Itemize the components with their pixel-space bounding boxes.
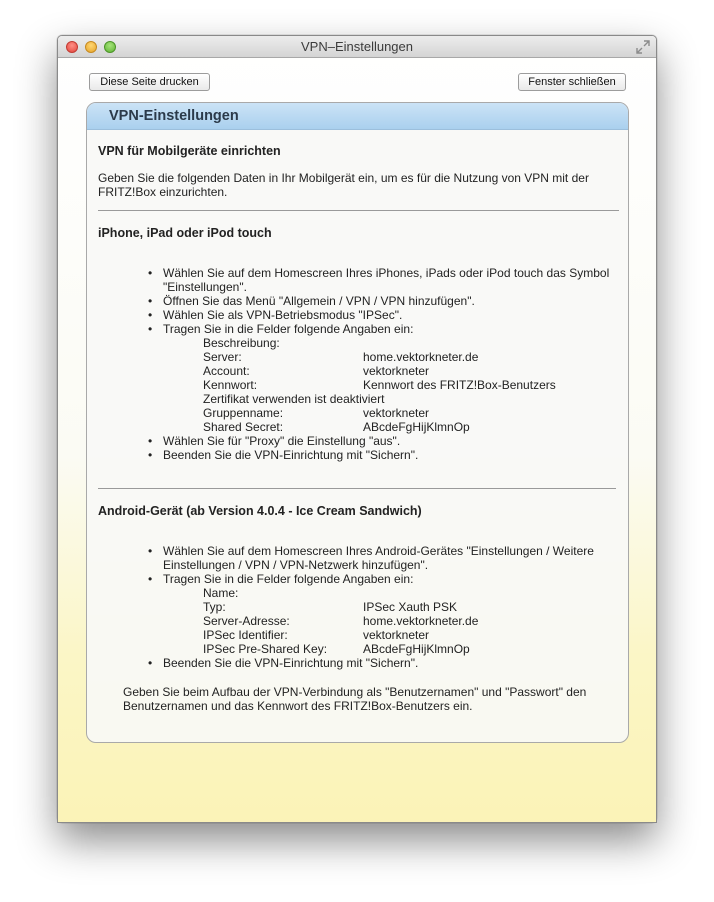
iphone-heading: iPhone, iPad oder iPod touch bbox=[98, 226, 272, 240]
divider bbox=[98, 210, 619, 211]
list-item: • Wählen Sie auf dem Homescreen Ihres Android-Gerätes "Einstellungen / Weitere Einstellungen / VPN / VPN-Netzwerk hinzufügen". bbox=[148, 544, 594, 572]
print-page-button[interactable]: Diese Seite drucken bbox=[89, 73, 210, 91]
field-row: Account: vektorkneter bbox=[203, 364, 430, 378]
window-title: VPN–Einstellungen bbox=[300, 39, 414, 54]
field-row: Shared Secret: ABcdeFgHijKlmnOp bbox=[203, 420, 470, 434]
field-row: Gruppenname: vektorkneter bbox=[203, 406, 430, 420]
field-row: Beschreibung: bbox=[203, 336, 280, 350]
android-steps bbox=[98, 544, 618, 670]
list-item: • Öffnen Sie das Menü "Allgemein / VPN / VPN hinzufügen". bbox=[148, 294, 475, 308]
list-item: • Tragen Sie in die Felder folgende Angaben ein: Name: Typ: IPSec Xauth PSK Server-Adresse: home.vektorkneter.de IPSec Identifier: vektorkneter IPSec Pre-Shared Key: ABcdeFgHijKlmnOp bbox=[98, 572, 618, 656]
field-row: Server: home.vektorkneter.de bbox=[203, 350, 479, 364]
title-bar[interactable] bbox=[58, 36, 656, 58]
list-item: • Beenden Sie die VPN-Einrichtung mit "Sichern". bbox=[148, 448, 419, 462]
list-item: • Wählen Sie für "Proxy" die Einstellung "aus". bbox=[148, 434, 401, 448]
field-row: Typ: IPSec Xauth PSK bbox=[203, 600, 458, 614]
vpn-settings-panel bbox=[86, 102, 629, 743]
android-footer-text: Geben Sie beim Aufbau der VPN-Verbindung als "Benutzernamen" und "Passwort" den Benutzernamen und das Kennwort des FRITZ!Box-Benutzers ein. bbox=[123, 685, 587, 713]
panel-title: VPN-Einstellungen bbox=[109, 108, 239, 124]
field-row: Zertifikat verwenden ist deaktiviert bbox=[203, 392, 385, 406]
list-item: • Wählen Sie auf dem Homescreen Ihres iPhones, iPads oder iPod touch das Symbol "Einstellungen". bbox=[148, 266, 610, 294]
field-row: Kennwort: Kennwort des FRITZ!Box-Benutzers bbox=[203, 378, 556, 392]
iphone-steps bbox=[98, 266, 618, 462]
divider bbox=[98, 488, 616, 489]
intro-heading: VPN für Mobilgeräte einrichten bbox=[98, 144, 281, 158]
panel-header bbox=[87, 103, 628, 130]
vpn-settings-window bbox=[57, 35, 657, 823]
field-row: Name: bbox=[203, 586, 239, 600]
close-window-button[interactable]: Fenster schließen bbox=[518, 73, 626, 91]
list-item: • Tragen Sie in die Felder folgende Angaben ein: Beschreibung: Server: home.vektorkneter.de Account: vektorkneter Kennwort: Kennwort des FRITZ!Box-Benutzers Zertifikat verwenden ist deaktiviert Gruppenname: vektorkneter Shared Secret: ABcdeFgHijKlmnOp bbox=[98, 322, 618, 434]
list-item: • Beenden Sie die VPN-Einrichtung mit "Sichern". bbox=[148, 656, 419, 670]
list-item: • Wählen Sie als VPN-Betriebsmodus "IPSec". bbox=[148, 308, 403, 322]
iphone-fields bbox=[163, 336, 618, 434]
field-row: IPSec Pre-Shared Key: ABcdeFgHijKlmnOp bbox=[203, 642, 470, 656]
fullscreen-icon[interactable] bbox=[636, 40, 650, 54]
field-row: Server-Adresse: home.vektorkneter.de bbox=[203, 614, 479, 628]
intro-text: Geben Sie die folgenden Daten in Ihr Mobilgerät ein, um es für die Nutzung von VPN mit der FRITZ!Box einzurichten. bbox=[98, 171, 589, 199]
android-heading: Android-Gerät (ab Version 4.0.4 - Ice Cream Sandwich) bbox=[98, 504, 422, 518]
field-row: IPSec Identifier: vektorkneter bbox=[203, 628, 430, 642]
android-fields bbox=[163, 586, 618, 656]
